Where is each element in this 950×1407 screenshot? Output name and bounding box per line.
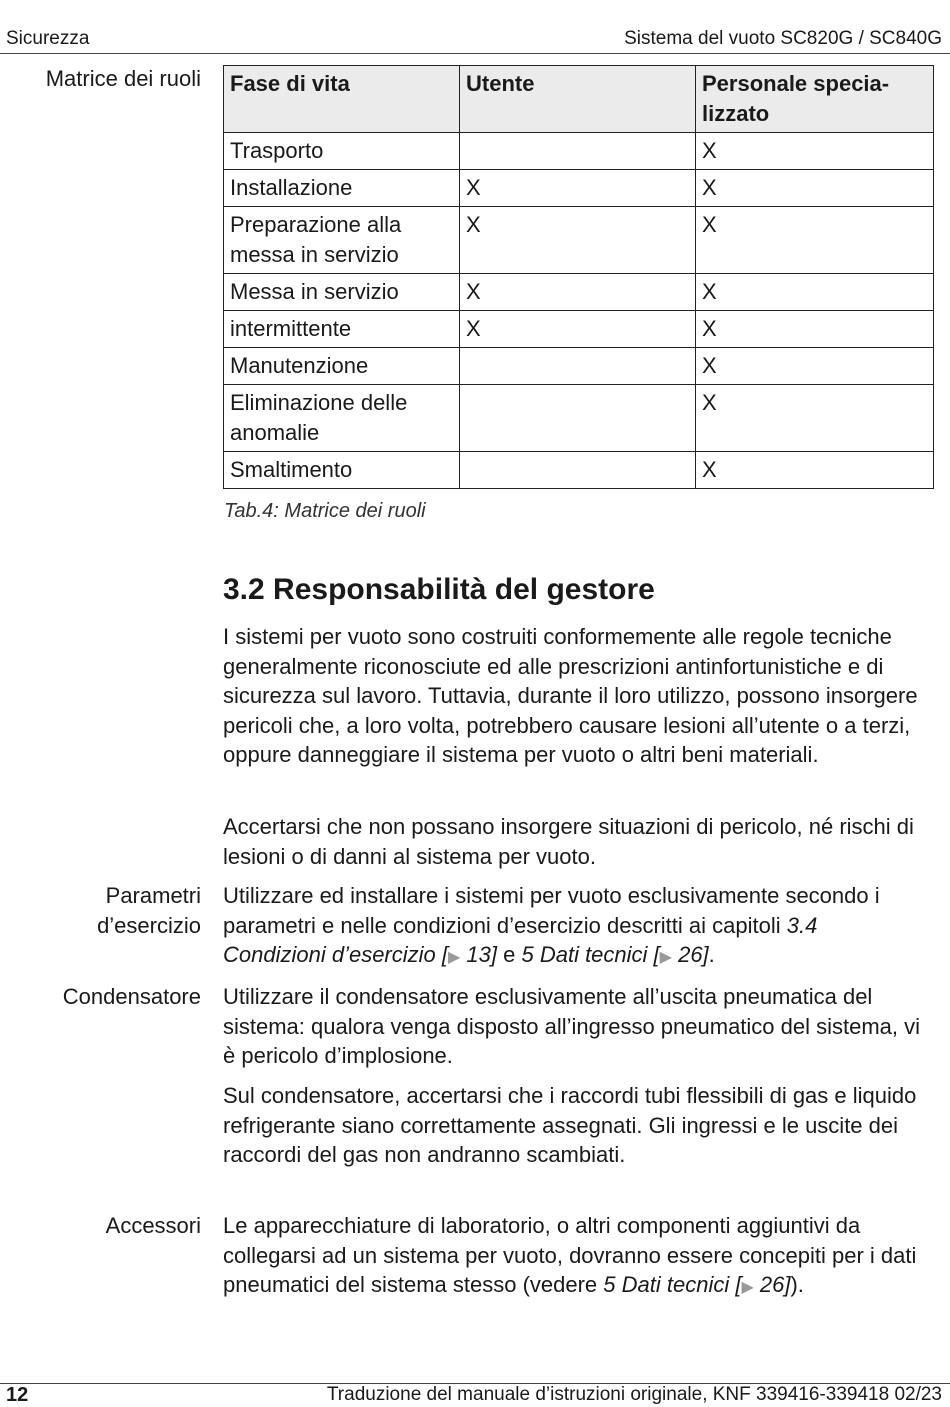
table-row [224,170,934,207]
cell-phase: Smaltimento [224,452,460,489]
paragraph-condenser-connections: Sul condensatore, accertarsi che i raccordi tubi flessibili di gas e liquido refrigerante siano correttamente assegnati. Gli ingressi e le uscite dei raccordi del gas non andranno scambiati. [223,1083,917,1168]
ref-page: 26] [753,1272,791,1298]
header-staff-line2: lizzato [702,101,770,126]
header-staff-line1: Personale specia- [702,71,890,96]
p3-text-a: Utilizzare ed installare i sistemi per vuoto esclusivamente secondo i parametri e nelle condizioni d’esercizio descritti ai capitoli [223,883,880,938]
cell-phase: intermittente [224,311,460,348]
cell-staff: X [696,274,934,311]
table-row [224,311,934,348]
cell-phase: Messa in servizio [224,274,460,311]
ref2-text: 5 Dati tecnici [ [521,942,660,968]
table-row [224,133,934,170]
role-matrix-table [223,65,934,489]
p6-text-b: ). [790,1272,804,1298]
cell-staff: X [696,133,934,170]
table-caption: Tab.4: Matrice dei ruoli [224,500,426,522]
header-phase: Fase di vita [224,66,460,133]
table-row [224,348,934,385]
cell-user: X [460,207,696,274]
cell-user [460,348,696,385]
cell-phase: Trasporto [224,133,460,170]
ref-text: 5 Dati tecnici [ [603,1272,742,1298]
cell-user [460,133,696,170]
cell-staff: X [696,348,934,385]
cell-user [460,452,696,489]
section-title: 3.2 Responsabilità del gestore [223,573,655,606]
page-arrow-icon: ▶ [448,949,461,967]
paragraph-intro: I sistemi per vuoto sono costruiti conformemente alle regole tecniche generalmente riconosciute ed alle prescrizioni antinfortunistiche e di sicurezza sul lavoro. Tuttavia, durante il loro utilizzo, possono insorgere pericoli che, a loro volta, potrebbero causare lesioni all’utente o a terzi, oppure danneggiare il sistema per vuoto o altri beni materiali. [223,624,918,768]
cell-phase: Preparazione alla messa in servizio [224,207,460,274]
header-staff [696,66,934,133]
cell-phase: Manutenzione [224,348,460,385]
table-row [224,452,934,489]
table-row [224,274,934,311]
cell-phase: Eliminazione delle anomalie [224,385,460,452]
footer-text: Traduzione del manuale d’istruzioni originale, KNF 339416-339418 02/23 [326,1384,942,1405]
side-label-params [97,881,201,941]
cell-user: X [460,274,696,311]
header-rule [0,53,950,54]
page-number: 12 [6,1384,29,1406]
table-row [224,385,934,452]
paragraph-condenser-outlet: Utilizzare il condensatore esclusivamente all’uscita pneumatica del sistema: qualora venga disposto all’ingresso pneumatico del sistema, vi è pericolo d’implosione. [223,984,921,1069]
paragraph-accessories [223,1211,923,1303]
page-arrow-icon: ▶ [741,1279,754,1297]
table-row [224,207,934,274]
side-label-params-line2: d’esercizio [97,913,201,938]
paragraph-operating-params [223,881,923,973]
page-arrow-icon: ▶ [659,949,672,967]
p3-text-b: e [497,942,522,968]
running-header-title: Sistema del vuoto SC820G / SC840G [624,28,942,49]
ref1-text: 3.4 Condizioni d’esercizio [ [223,912,818,968]
side-label-accessories: Accessori [105,1213,201,1238]
cell-phase: Installazione [224,170,460,207]
table-header-row [224,66,934,133]
paragraph-hazard: Accertarsi che non possano insorgere situazioni di pericolo, né rischi di lesioni o di danni al sistema per vuoto. [223,814,914,869]
link-technical-data-accessories[interactable] [603,1272,790,1297]
ref2-page: 26] [671,942,709,968]
cell-staff: X [696,385,934,452]
cell-staff: X [696,452,934,489]
cell-staff: X [696,311,934,348]
cell-staff: X [696,170,934,207]
p6-text-a: Le apparecchiature di laboratorio, o altri componenti aggiuntivi da collegarsi ad un sistema per vuoto, dovranno essere concepiti per i dati pneumatici del sistema stesso (vedere [223,1213,917,1298]
cell-user: X [460,311,696,348]
running-header-section: Sicurezza [6,28,90,49]
p3-text-c: . [708,942,715,968]
header-user: Utente [460,66,696,133]
link-technical-data[interactable] [521,942,708,967]
cell-user [460,385,696,452]
side-label-matrix: Matrice dei ruoli [45,66,201,91]
side-label-params-line1: Parametri [105,883,201,908]
cell-user: X [460,170,696,207]
cell-staff: X [696,207,934,274]
side-label-condenser: Condensatore [62,984,201,1009]
ref1-page: 13] [460,942,498,968]
